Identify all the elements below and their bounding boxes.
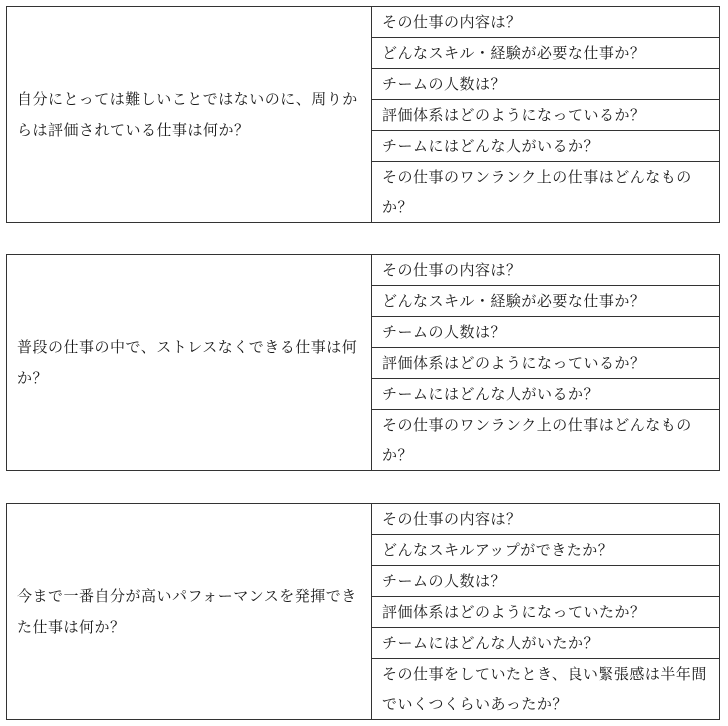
sub-question: チームにはどんな人がいたか？ <box>372 628 720 659</box>
question-table-1 <box>6 6 720 223</box>
sub-question: どんなスキル・経験が必要な仕事か？ <box>372 38 720 69</box>
sub-question: チームの人数は？ <box>372 566 720 597</box>
question-table-2 <box>6 254 720 471</box>
sub-question: その仕事の内容は？ <box>372 255 720 286</box>
sub-question: 評価体系はどのようになっているか？ <box>372 100 720 131</box>
sub-question: チームにはどんな人がいるか？ <box>372 131 720 162</box>
sub-question: 評価体系はどのようになっていたか？ <box>372 597 720 628</box>
sub-question: チームの人数は？ <box>372 317 720 348</box>
sub-question: どんなスキル・経験が必要な仕事か？ <box>372 286 720 317</box>
sub-question: その仕事のワンランク上の仕事はどんなものか？ <box>372 162 720 223</box>
question-table-3 <box>6 503 720 720</box>
sub-question: チームの人数は？ <box>372 69 720 100</box>
sub-question: その仕事の内容は？ <box>372 7 720 38</box>
sub-question: その仕事のワンランク上の仕事はどんなものか？ <box>372 410 720 471</box>
main-question: 自分にとっては難しいことではないのに、周りからは評価されている仕事は何か？ <box>7 7 372 223</box>
sub-question: チームにはどんな人がいるか？ <box>372 379 720 410</box>
main-question: 今まで一番自分が高いパフォーマンスを発揮できた仕事は何か？ <box>7 504 372 720</box>
sub-question: どんなスキルアップができたか？ <box>372 535 720 566</box>
sub-question: その仕事をしていたとき、良い緊張感は半年間でいくつくらいあったか？ <box>372 659 720 720</box>
table-row <box>7 7 720 38</box>
main-question: 普段の仕事の中で、ストレスなくできる仕事は何か？ <box>7 255 372 471</box>
sub-question: その仕事の内容は？ <box>372 504 720 535</box>
table-row <box>7 255 720 286</box>
table-row <box>7 504 720 535</box>
sub-question: 評価体系はどのようになっているか？ <box>372 348 720 379</box>
